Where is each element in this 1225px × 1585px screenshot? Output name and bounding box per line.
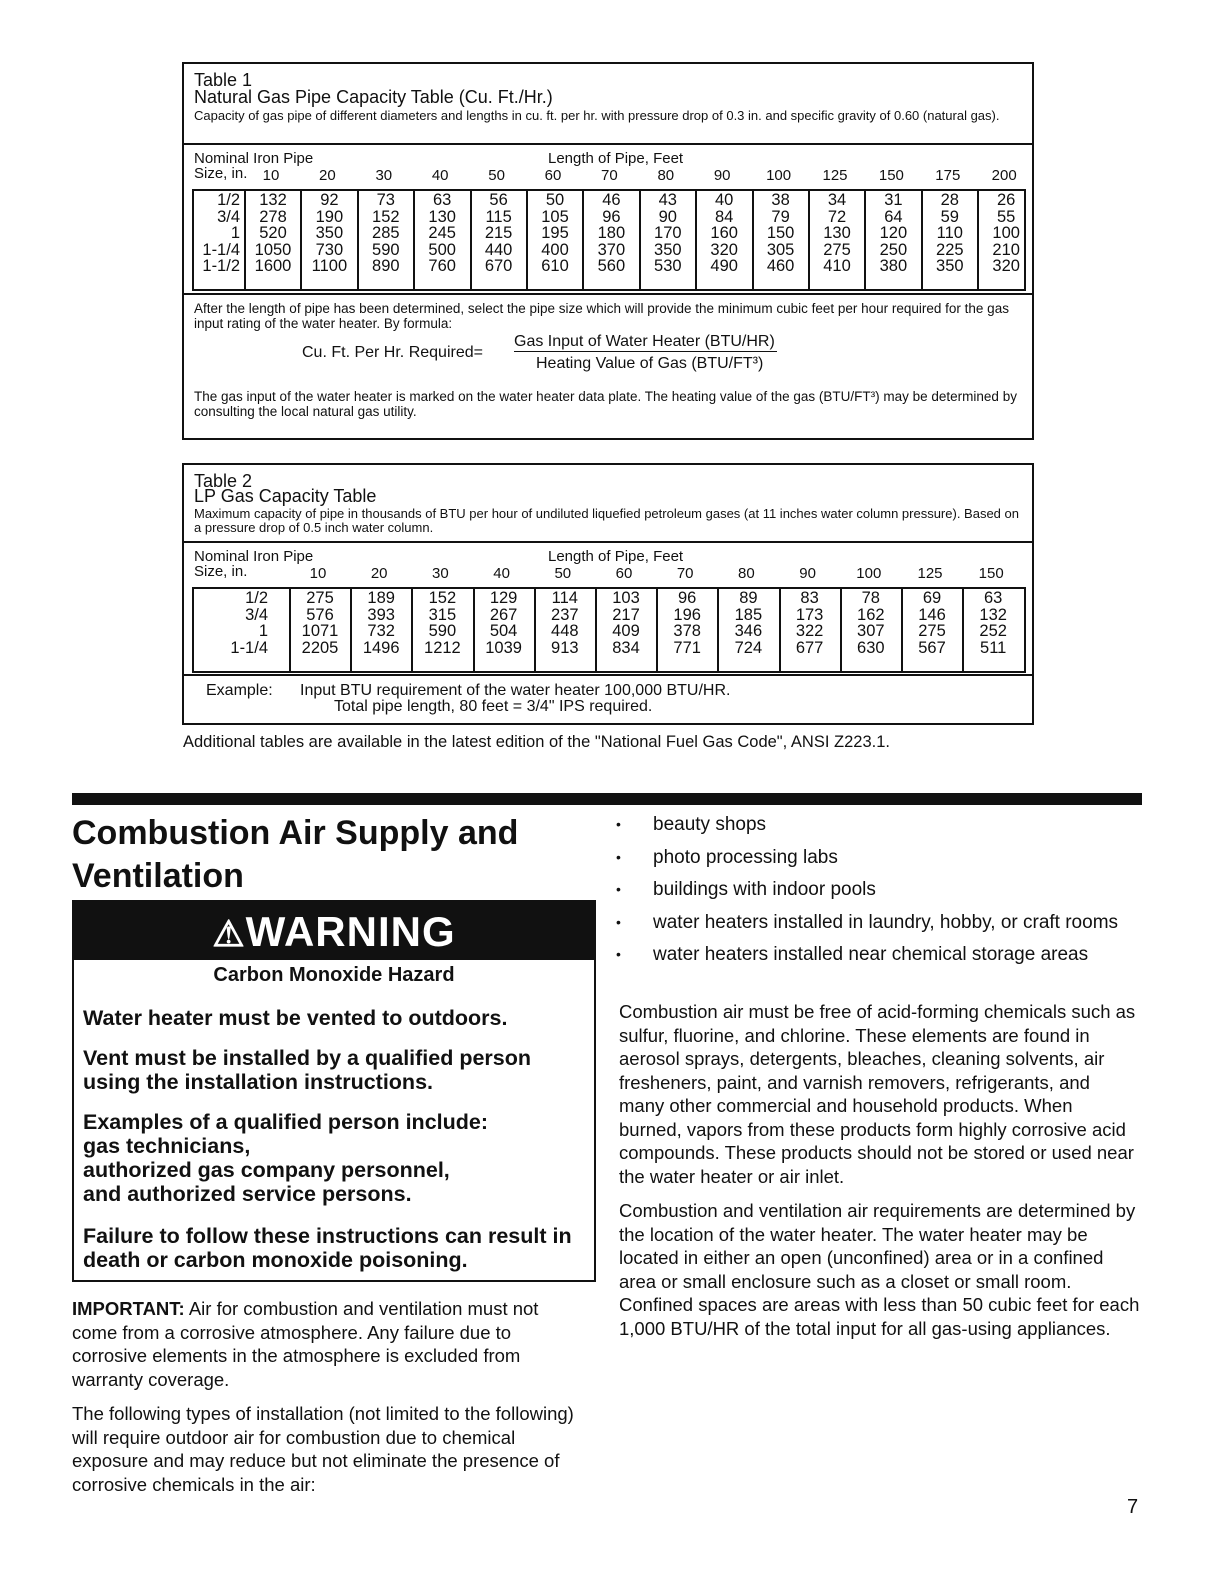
capacity-value: 217: [612, 605, 640, 624]
capacity-column: [244, 191, 300, 289]
capacity-value: 315: [428, 605, 457, 624]
capacity-value: 250: [879, 240, 908, 259]
capacity-value: 110: [936, 224, 963, 242]
capacity-value: 370: [597, 240, 626, 259]
capacity-column: [717, 589, 777, 671]
capacity-column: [534, 589, 594, 671]
capacity-value: 448: [551, 622, 579, 640]
bullet-dot-icon: •: [616, 913, 621, 930]
capacity-value: 409: [612, 622, 640, 640]
capacity-column: [921, 191, 977, 289]
capacity-value: 590: [372, 240, 400, 259]
capacity-value: 59: [940, 207, 959, 226]
capacity-value: 322: [795, 622, 824, 640]
paragraph-acid-chemicals: Combustion air must be free of acid-forming chemicals such as sulfur, fluorine, and chlorine. These elements are found in aerosol sprays, detergents, bleaches, cleaning solvents, air fresheners, paint, and varnish removers, refrigerants, and many other commercial and household products. When burned, vapors from these products form highly corrosive acid compounds. These products should not be stored or used near the water heater or air inlet.: [619, 1001, 1136, 1187]
bullet-text: photo processing labs: [653, 846, 838, 868]
important-label: IMPORTANT:: [72, 1298, 185, 1319]
capacity-value: 350: [315, 224, 344, 242]
capacity-value: 103: [612, 589, 640, 607]
table-footer: [184, 293, 1032, 442]
capacity-column: [864, 191, 920, 289]
capacity-value: 73: [376, 191, 395, 209]
length-header: 10: [309, 565, 327, 582]
pipe-size: 1-1/4: [230, 638, 268, 657]
capacity-value: 146: [918, 605, 946, 624]
capacity-value: 195: [541, 224, 569, 242]
capacity-value: 100: [992, 224, 1020, 242]
capacity-value: 346: [734, 622, 763, 640]
length-header: 175: [935, 167, 961, 184]
length-header: 90: [713, 167, 731, 184]
capacity-value: 400: [541, 240, 569, 259]
capacity-value: 285: [372, 224, 400, 242]
capacity-value: 63: [984, 589, 1003, 607]
capacity-value: 50: [545, 191, 565, 209]
section-divider: [72, 793, 1142, 805]
header-size-label-1: Nominal Iron Pipe: [194, 150, 314, 167]
pipe-size: 1-1/2: [202, 257, 240, 275]
length-header: 30: [375, 167, 393, 184]
capacity-value: 152: [372, 207, 400, 226]
length-header: 80: [738, 565, 755, 582]
capacity-value: 129: [489, 589, 518, 607]
capacity-value: 307: [857, 622, 885, 640]
bullet-text: water heaters installed near chemical storage areas: [653, 944, 1089, 965]
capacity-value: 393: [367, 605, 395, 624]
capacity-value: 252: [979, 622, 1007, 640]
capacity-value: 180: [597, 224, 626, 242]
capacity-value: 305: [766, 240, 795, 259]
natural-gas-capacity-table: [182, 62, 1034, 440]
header-size-label-2: Size, in.: [194, 165, 248, 182]
capacity-column: [350, 589, 410, 671]
bullet-text: water heaters installed in laundry, hobby, or craft rooms: [653, 911, 1119, 933]
capacity-column: [300, 191, 356, 289]
length-header: 40: [431, 167, 449, 184]
pipe-size: 3/4: [217, 207, 240, 226]
pipe-size: 3/4: [245, 605, 268, 624]
capacity-value: 215: [484, 224, 513, 242]
capacity-column: [413, 191, 469, 289]
header-size-label-1: Nominal Iron Pipe: [194, 548, 314, 565]
capacity-column: [840, 589, 900, 671]
capacity-value: 132: [979, 605, 1007, 624]
capacity-value: 31: [884, 191, 903, 209]
length-header: 100: [856, 565, 882, 582]
capacity-value: 69: [922, 589, 942, 607]
capacity-value: 38: [771, 191, 790, 209]
warning-line-1: Water heater must be vented to outdoors.: [83, 1006, 508, 1030]
capacity-value: 440: [484, 240, 513, 259]
paragraph-air-requirements: Combustion and ventilation air requirements are determined by the location of the water heater. The water heater may be located in either an open (unconfined) area or in a confined area or small enclosure such as a closet or small room. Confined spaces are areas with less than 50 cubic feet for each 1,000 BTU/HR of the total input for all gas-using appliances.: [619, 1200, 1140, 1339]
capacity-value: 130: [823, 224, 851, 242]
capacity-value: 520: [259, 224, 287, 242]
example-line-2: Total pipe length, 80 feet = 3/4" IPS required.: [334, 698, 653, 715]
capacity-value: 96: [602, 207, 621, 226]
capacity-value: 120: [879, 224, 908, 242]
capacity-value: 115: [485, 207, 512, 226]
formula-label: Cu. Ft. Per Hr. Required=: [302, 344, 483, 361]
capacity-column: [639, 191, 695, 289]
capacity-value: 78: [861, 589, 880, 607]
capacity-value: 567: [918, 638, 946, 657]
footer-note-1: After the length of pipe has been determined, select the pipe size which will provide the minimum cubic feet per hour required for the gas input rating of the water heater. By formula:: [194, 301, 1009, 331]
length-header: 100: [766, 167, 792, 184]
capacity-value: 28: [940, 191, 959, 209]
length-header: 10: [262, 167, 280, 184]
capacity-column: [289, 589, 349, 671]
table-header: [184, 143, 1032, 189]
capacity-column: [595, 589, 655, 671]
capacity-value: 173: [795, 605, 824, 624]
capacity-value: 105: [541, 207, 569, 226]
capacity-value: 560: [597, 257, 626, 275]
length-header: 70: [601, 167, 618, 184]
header-length-label: Length of Pipe, Feet: [548, 548, 684, 565]
capacity-value: 1071: [301, 622, 339, 640]
length-header: 50: [554, 565, 572, 582]
section-title: Combustion Air Supply and Ventilation: [72, 814, 519, 895]
length-header: 50: [488, 167, 505, 184]
important-paragraph: [72, 1297, 572, 1391]
length-header: 60: [544, 167, 562, 184]
capacity-value: 196: [673, 605, 701, 624]
capacity-value: 732: [367, 622, 395, 640]
capacity-column: [582, 191, 638, 289]
capacity-column: [473, 589, 533, 671]
capacity-value: 150: [766, 224, 795, 242]
capacity-value: 278: [259, 207, 287, 226]
capacity-value: 576: [306, 605, 334, 624]
pipe-size: 1-1/4: [202, 240, 240, 259]
capacity-value: 2205: [301, 638, 339, 657]
capacity-value: 170: [654, 224, 682, 242]
capacity-value: 511: [980, 638, 1007, 657]
warning-heading: WARNING: [245, 908, 456, 955]
additional-tables-note: Additional tables are available in the latest edition of the "National Fuel Gas Code", ANSI Z223.1.: [183, 733, 890, 751]
capacity-value: 275: [823, 240, 851, 259]
bullet-text: beauty shops: [653, 814, 767, 835]
capacity-value: 130: [428, 207, 456, 226]
capacity-value: 160: [710, 224, 738, 242]
capacity-value: 237: [551, 605, 579, 624]
page-number: 7: [1127, 1496, 1139, 1518]
capacity-column: [779, 589, 839, 671]
capacity-value: 275: [306, 589, 334, 607]
capacity-value: 185: [734, 605, 763, 624]
warning-line-4: Failure to follow these instructions can result in death or carbon monoxide poisoning.: [83, 1224, 572, 1272]
capacity-value: 320: [710, 240, 738, 259]
table-description: Maximum capacity of pipe in thousands of BTU per hour of undiluted liquefied petroleum gases (at 11 inches water column pressure). Based on a pressure drop of 0.5 inch water column.: [194, 506, 1019, 535]
capacity-value: 267: [489, 605, 518, 624]
capacity-column: [695, 191, 751, 289]
capacity-value: 610: [541, 257, 569, 275]
capacity-column: [357, 191, 413, 289]
formula-denominator: Heating Value of Gas (BTU/FT³): [536, 355, 764, 372]
footer-note-2: The gas input of the water heater is marked on the water heater data plate. The heating value of the gas (BTU/FT³) may be determined by consulting the local natural gas utility.: [194, 389, 1017, 419]
capacity-value: 225: [936, 240, 964, 259]
capacity-value: 760: [428, 257, 456, 275]
capacity-value: 189: [367, 589, 395, 607]
capacity-value: 83: [800, 589, 819, 607]
capacity-value: 72: [827, 207, 847, 226]
capacity-value: 320: [992, 257, 1020, 275]
pipe-size: 1: [230, 224, 240, 242]
capacity-value: 56: [489, 191, 508, 209]
length-header: 30: [432, 565, 449, 582]
capacity-column: [526, 191, 582, 289]
length-header: 20: [319, 167, 336, 184]
capacity-value: 245: [428, 224, 456, 242]
capacity-value: 890: [372, 257, 400, 275]
example-label: Example:: [206, 682, 273, 699]
table-footer: [184, 674, 1032, 727]
capacity-value: 43: [658, 191, 677, 209]
capacity-value: 79: [771, 207, 790, 226]
capacity-value: 1212: [424, 638, 461, 657]
length-header: 90: [799, 565, 816, 582]
length-header: 150: [978, 565, 1004, 582]
size-column: [194, 191, 240, 289]
lp-gas-capacity-table: [182, 463, 1034, 725]
table-title: Natural Gas Pipe Capacity Table (Cu. Ft./Hr.): [194, 87, 553, 107]
capacity-value: 460: [766, 257, 795, 275]
capacity-value: 152: [428, 589, 457, 607]
capacity-value: 63: [433, 191, 452, 209]
warning-line-3c: authorized gas company personnel,: [83, 1158, 450, 1182]
warning-line-3a: Examples of a qualified person include:: [83, 1110, 489, 1134]
capacity-value: 590: [428, 622, 457, 640]
capacity-value: 378: [673, 622, 701, 640]
capacity-value: 490: [710, 257, 738, 275]
length-header: 200: [991, 167, 1017, 184]
capacity-value: 630: [857, 638, 885, 657]
pipe-size: 1/2: [217, 191, 240, 209]
warning-line-3b: gas technicians,: [83, 1134, 251, 1158]
warning-triangle-icon: ⚠: [212, 913, 246, 954]
capacity-value: 96: [678, 589, 697, 607]
capacity-value: 504: [489, 622, 518, 640]
capacity-column: [752, 191, 808, 289]
capacity-value: 40: [715, 191, 734, 209]
capacity-value: 84: [715, 207, 734, 226]
capacity-value: 64: [884, 207, 903, 226]
size-column: [194, 589, 268, 671]
capacity-value: 1050: [254, 240, 292, 259]
capacity-value: 410: [823, 257, 851, 275]
capacity-grid: [192, 189, 1026, 291]
pipe-size: 1/2: [245, 589, 268, 607]
length-header: 40: [493, 565, 510, 582]
capacity-value: 530: [654, 257, 682, 275]
capacity-column: [808, 191, 864, 289]
formula-numerator: Gas Input of Water Heater (BTU/HR): [514, 333, 775, 350]
capacity-column: [962, 589, 1022, 671]
header-size-label-2: Size, in.: [194, 563, 248, 580]
capacity-value: 834: [612, 638, 640, 657]
pipe-size: 1: [258, 622, 268, 640]
capacity-column: [656, 589, 716, 671]
capacity-value: 114: [551, 589, 578, 607]
capacity-value: 34: [827, 191, 847, 209]
length-header: 20: [370, 565, 388, 582]
bullet-dot-icon: •: [616, 816, 621, 832]
capacity-value: 132: [259, 191, 287, 209]
bullet-dot-icon: •: [616, 881, 621, 897]
bullet-text: buildings with indoor pools: [653, 879, 876, 900]
table-header: [184, 541, 1032, 587]
capacity-column: [411, 589, 471, 671]
capacity-value: 1100: [311, 257, 348, 275]
capacity-column: [901, 589, 961, 671]
capacity-value: 190: [315, 207, 344, 226]
capacity-value: 350: [654, 240, 682, 259]
capacity-column: [470, 191, 526, 289]
length-header: 70: [676, 565, 694, 582]
length-header: 150: [878, 167, 904, 184]
capacity-value: 1600: [254, 257, 292, 275]
length-header: 60: [615, 565, 633, 582]
table-number: Table 2: [194, 471, 253, 491]
capacity-value: 210: [992, 240, 1020, 259]
capacity-column: [977, 191, 1033, 289]
capacity-value: 670: [484, 257, 513, 275]
capacity-value: 1496: [362, 638, 400, 657]
capacity-value: 677: [795, 638, 824, 657]
table-title: LP Gas Capacity Table: [194, 486, 377, 506]
warning-box: [72, 900, 596, 1282]
capacity-value: 350: [936, 257, 964, 275]
capacity-value: 90: [658, 207, 677, 226]
capacity-value: 275: [918, 622, 946, 640]
bullet-dot-icon: •: [616, 848, 621, 865]
capacity-value: 46: [602, 191, 621, 209]
header-length-label: Length of Pipe, Feet: [548, 150, 684, 167]
warning-line-3d: and authorized service persons.: [83, 1182, 412, 1206]
capacity-value: 380: [879, 257, 908, 275]
capacity-value: 89: [739, 589, 758, 607]
capacity-value: 162: [857, 605, 885, 624]
length-header: 80: [657, 167, 675, 184]
capacity-value: 500: [428, 240, 456, 259]
capacity-value: 913: [551, 638, 579, 657]
warning-subtitle: Carbon Monoxide Hazard: [213, 964, 455, 986]
important-text: Air for combustion and ventilation must not come from a corrosive atmosphere. Any failure due to corrosive elements in the atmosphere is excluded from warranty coverage.: [72, 1298, 539, 1390]
length-header: 125: [822, 167, 848, 184]
capacity-value: 55: [997, 207, 1016, 226]
example-line-1: Input BTU requirement of the water heater 100,000 BTU/HR.: [300, 682, 731, 699]
installation-types-paragraph: The following types of installation (not limited to the following) will require outdoor air for combustion due to chemical exposure and may reduce but not eliminate the presence of corrosive chemicals in the air:: [72, 1403, 574, 1495]
table-description: Capacity of gas pipe of different diameters and lengths in cu. ft. per hr. with pressure drop of 0.3 in. and specific gravity of 0.60 (natural gas).: [194, 108, 1000, 123]
warning-banner: [74, 902, 594, 960]
warning-line-2: Vent must be installed by a qualified person using the installation instructions.: [83, 1046, 532, 1094]
bullet-dot-icon: •: [616, 946, 621, 962]
capacity-value: 1039: [485, 638, 522, 657]
capacity-grid: [192, 587, 1026, 673]
capacity-value: 92: [320, 191, 339, 209]
capacity-value: 730: [315, 240, 344, 259]
table-number: Table 1: [194, 70, 253, 90]
length-header: 125: [917, 565, 943, 582]
capacity-value: 771: [673, 638, 701, 657]
capacity-value: 26: [997, 191, 1016, 209]
capacity-value: 724: [734, 638, 763, 657]
